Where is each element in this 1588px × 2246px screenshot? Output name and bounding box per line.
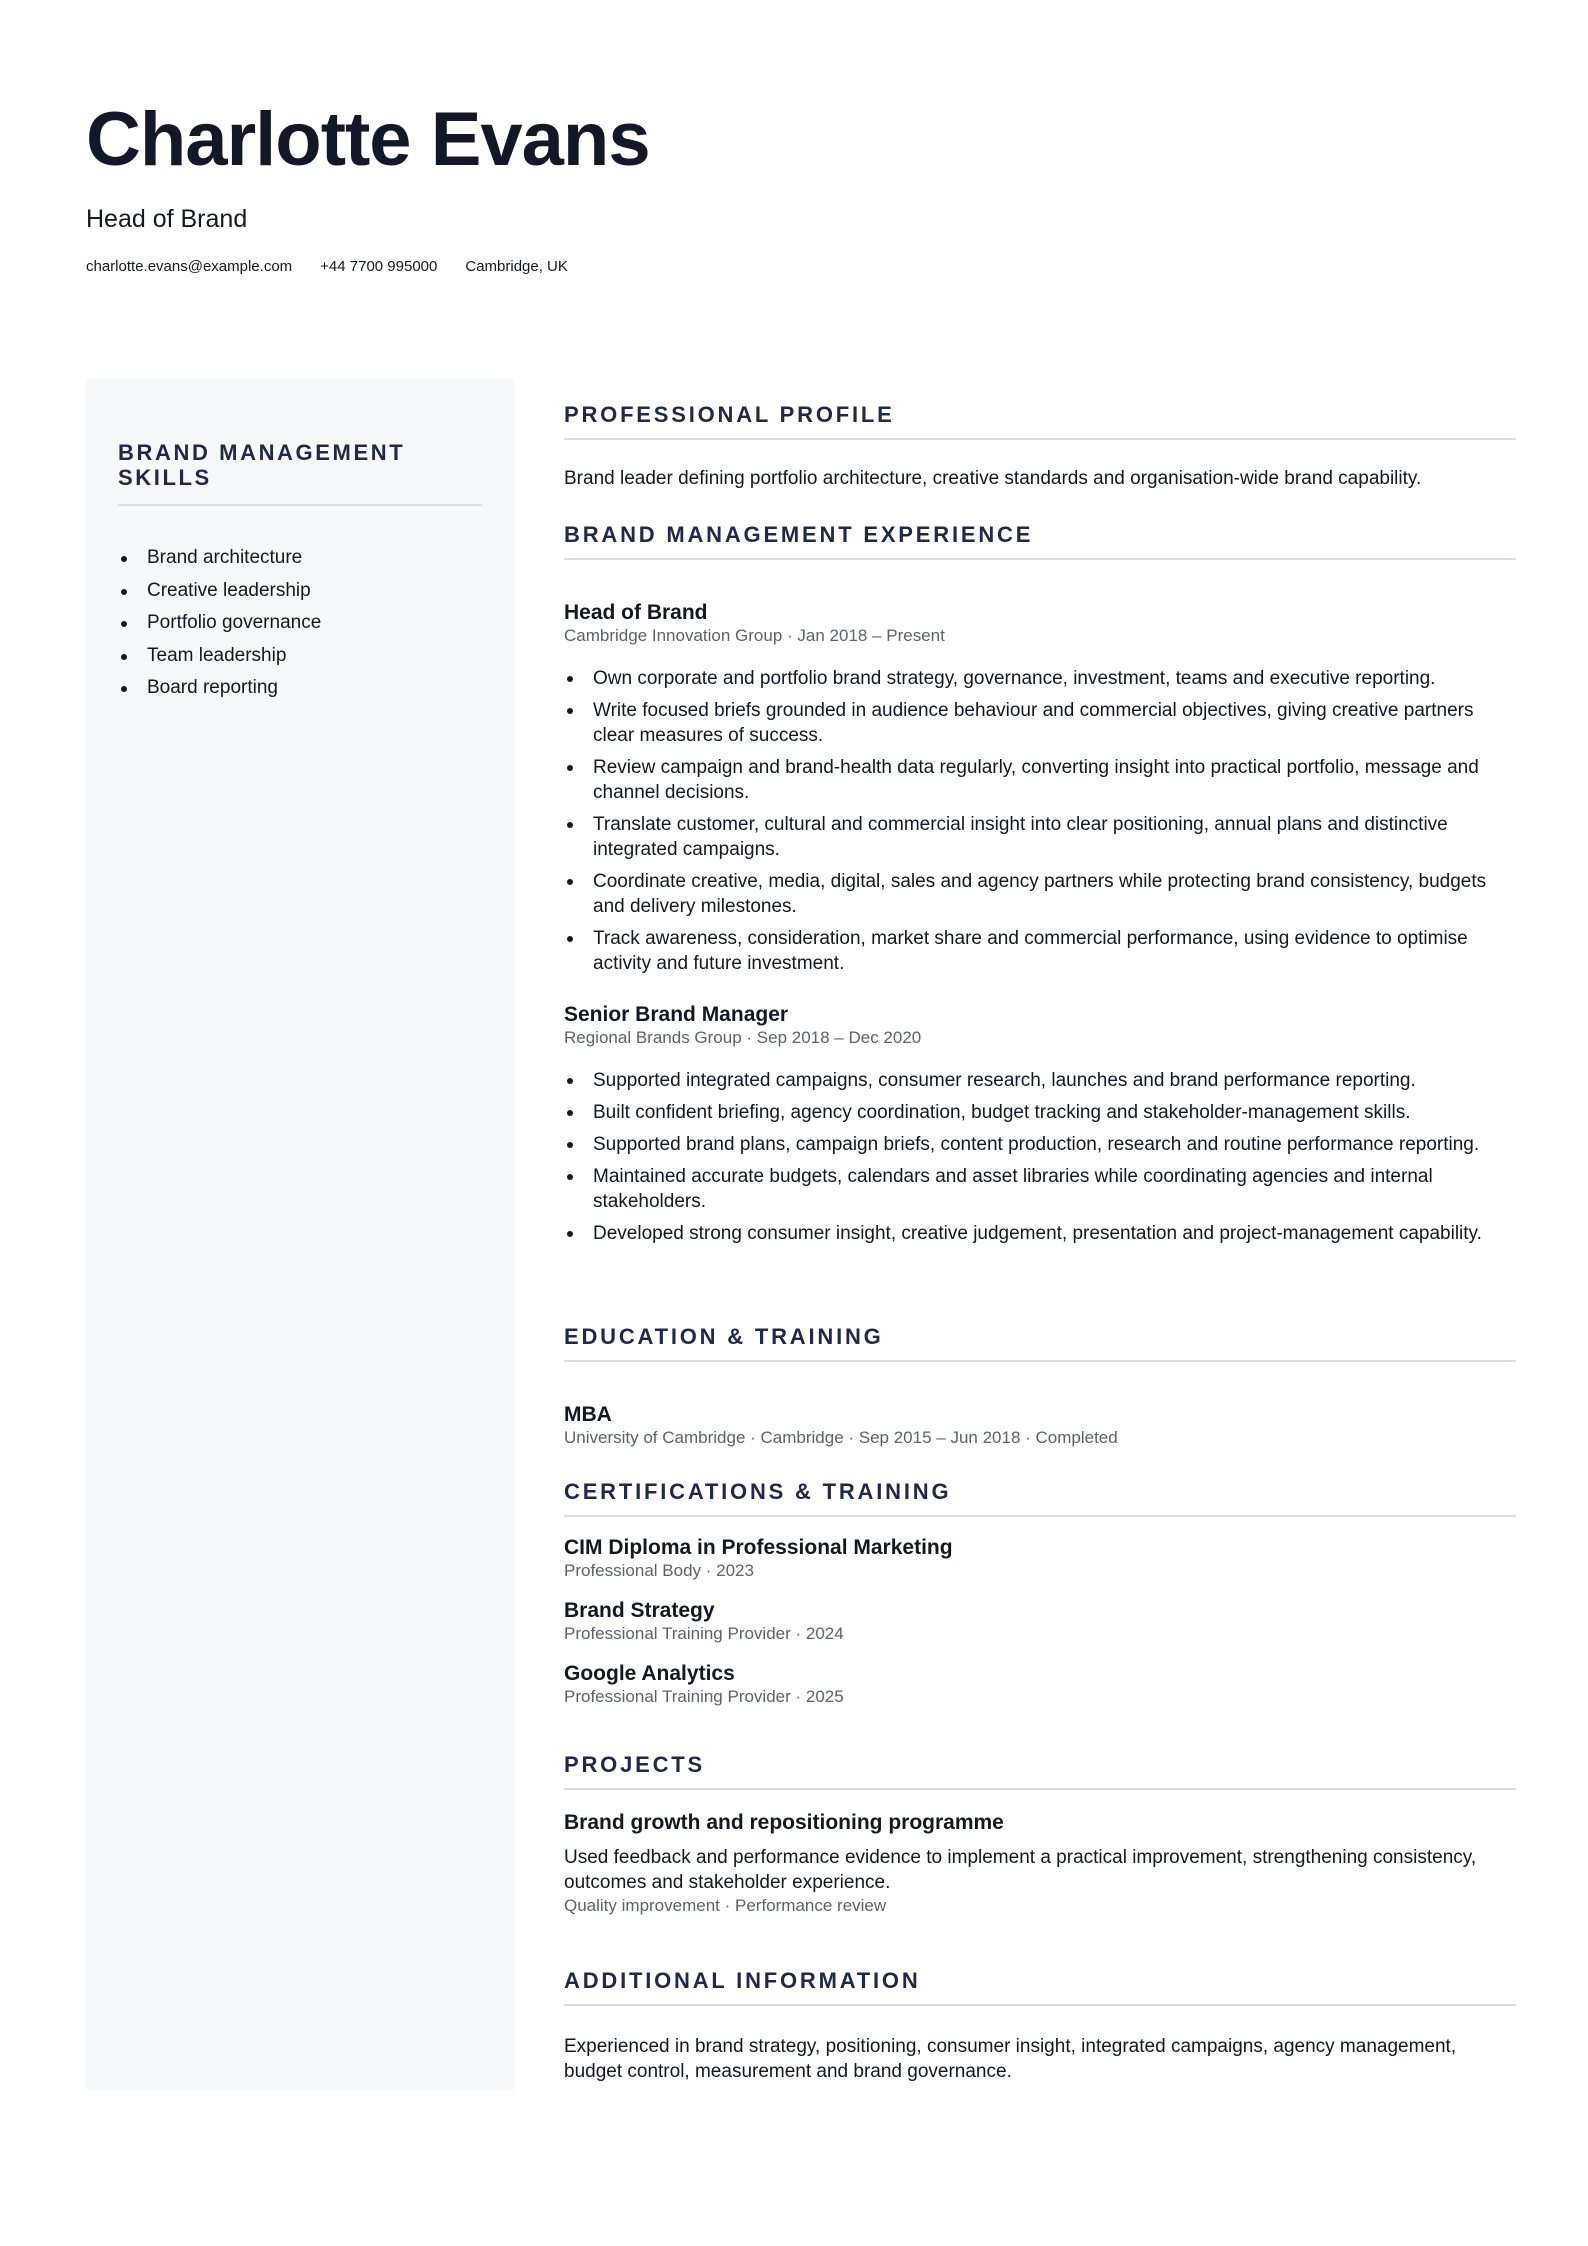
certification-item	[564, 1661, 1516, 1707]
candidate-role: Head of Brand	[86, 205, 248, 233]
education-degree: MBA	[564, 1403, 612, 1426]
certification-name: CIM Diploma in Professional Marketing	[564, 1536, 953, 1559]
project-tags: Quality improvement · Performance review	[564, 1896, 887, 1915]
contact-location: Cambridge, UK	[465, 258, 568, 275]
job-title: Head of Brand	[564, 601, 708, 624]
job-entry-senior	[564, 1002, 1516, 1253]
job-bullet: Translate customer, cultural and commercial insight into clear positioning, annual plans and distinctive integrated campaigns.	[564, 812, 1516, 862]
additional-section	[564, 1968, 1516, 2084]
job-title: Senior Brand Manager	[564, 1003, 789, 1026]
skills-heading: BRAND MANAGEMENT SKILLS	[118, 440, 482, 506]
certifications-section	[564, 1479, 1516, 1707]
job-bullet: Maintained accurate budgets, calendars and asset libraries while coordinating agencies and internal stakeholders.	[564, 1164, 1516, 1214]
certification-item	[564, 1535, 1516, 1581]
certification-name: Google Analytics	[564, 1662, 735, 1685]
certification-name: Brand Strategy	[564, 1599, 715, 1622]
skills-list	[118, 542, 482, 705]
job-bullet: Built confident briefing, agency coordination, budget tracking and stakeholder-management skills.	[564, 1100, 1516, 1125]
experience-heading: BRAND MANAGEMENT EXPERIENCE	[564, 522, 1516, 560]
job-bullet: Review campaign and brand-health data regularly, converting insight into practical portfolio, message and channel decisions.	[564, 755, 1516, 805]
job-bullet: Supported brand plans, campaign briefs, content production, research and routine performance reporting.	[564, 1132, 1516, 1157]
job-bullet: Track awareness, consideration, market share and commercial performance, using evidence to optimise activity and future investment.	[564, 926, 1516, 976]
job-bullet: Developed strong consumer insight, creative judgement, presentation and project-management capability.	[564, 1221, 1516, 1246]
certification-meta: Professional Training Provider · 2024	[564, 1624, 844, 1643]
additional-heading: ADDITIONAL INFORMATION	[564, 1968, 1516, 2006]
contact-email: charlotte.evans@example.com	[86, 258, 293, 275]
job-bullets	[564, 666, 1516, 976]
certification-item	[564, 1598, 1516, 1644]
education-section	[564, 1324, 1516, 1448]
certification-meta: Professional Body · 2023	[564, 1561, 754, 1580]
projects-section	[564, 1752, 1516, 1916]
experience-section	[564, 522, 1516, 983]
projects-heading: PROJECTS	[564, 1752, 1516, 1790]
job-bullet: Own corporate and portfolio brand strategy, governance, investment, teams and executive reporting.	[564, 666, 1516, 691]
resume-header	[86, 96, 650, 276]
skill-item: Brand architecture	[118, 542, 482, 575]
job-bullet: Coordinate creative, media, digital, sales and agency partners while protecting brand consistency, budgets and delivery milestones.	[564, 869, 1516, 919]
job-bullet: Supported integrated campaigns, consumer research, launches and brand performance reporting.	[564, 1068, 1516, 1093]
additional-text: Experienced in brand strategy, positioning, consumer insight, integrated campaigns, agency management, budget control, measurement and brand governance.	[564, 2036, 1457, 2082]
profile-section	[564, 402, 1516, 491]
job-meta: Cambridge Innovation Group · Jan 2018 – Present	[564, 626, 945, 645]
skill-item: Portfolio governance	[118, 607, 482, 640]
project-description: Used feedback and performance evidence to implement a practical improvement, strengthening consistency, outcomes and stakeholder experience.	[564, 1847, 1477, 1893]
education-heading: EDUCATION & TRAINING	[564, 1324, 1516, 1362]
job-entry	[564, 600, 1516, 976]
contact-phone: +44 7700 995000	[320, 258, 438, 275]
candidate-name: Charlotte Evans	[86, 97, 650, 182]
profile-text: Brand leader defining portfolio architecture, creative standards and organisation-wide brand capability.	[564, 468, 1422, 489]
certification-meta: Professional Training Provider · 2025	[564, 1687, 844, 1706]
education-meta: University of Cambridge · Cambridge · Sep 2015 – Jun 2018 · Completed	[564, 1428, 1118, 1447]
project-name: Brand growth and repositioning programme	[564, 1811, 1004, 1834]
skills-sidebar	[86, 378, 514, 2090]
contact-line	[86, 258, 650, 276]
job-bullet: Write focused briefs grounded in audience behaviour and commercial objectives, giving creative partners clear measures of success.	[564, 698, 1516, 748]
profile-heading: PROFESSIONAL PROFILE	[564, 402, 1516, 440]
certifications-heading: CERTIFICATIONS & TRAINING	[564, 1479, 1516, 1517]
skill-item: Team leadership	[118, 640, 482, 673]
skill-item: Creative leadership	[118, 575, 482, 608]
job-meta: Regional Brands Group · Sep 2018 – Dec 2020	[564, 1028, 922, 1047]
job-bullets	[564, 1068, 1516, 1246]
skill-item: Board reporting	[118, 672, 482, 705]
